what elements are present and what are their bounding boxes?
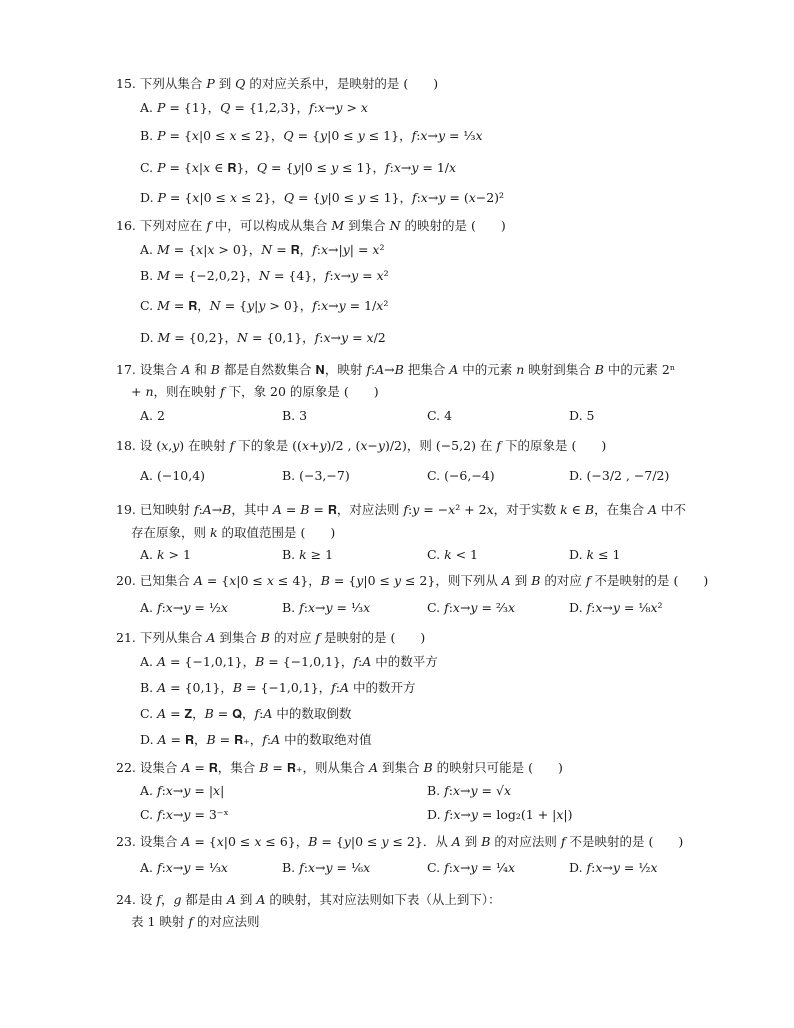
question-20-stem: 20. 已知集合 𝐴 = {𝑥|0 ≤ 𝑥 ≤ 4}，𝐵 = {𝑦|0 ≤ 𝑦 ≤ 2}，则下列从 𝐴 到 𝐵 的对应 𝑓 不是映射的是 ( ) [116, 573, 709, 588]
question-18-stem: 18. 设 (𝑥,𝑦) 在映射 𝑓 下的象是 ((𝑥+𝑦)/2 , (𝑥−𝑦)/2)，则 (−5,2) 在 𝑓 下的原象是 ( ) [116, 438, 607, 453]
question-21-stem: 21. 下列从集合 𝐴 到集合 𝐵 的对应 𝑓 是映射的是 ( ) [116, 630, 426, 645]
question-17-stem-line2: + 𝑛，则在映射 𝑓 下，象 20 的原象是 ( ) [131, 384, 379, 399]
question-19-stem-line2: 存在原象，则 𝑘 的取值范围是 ( ) [131, 525, 336, 540]
question-15-option-d: D. 𝑃 = {𝑥|0 ≤ 𝑥 ≤ 2}，𝑄 = {𝑦|0 ≤ 𝑦 ≤ 1}，𝑓:𝑥→𝑦 = (𝑥−2)² [140, 190, 505, 205]
question-22-option-b: B. 𝑓:𝑥→𝑦 = √𝑥 [427, 783, 511, 798]
question-19-stem-line1: 19. 已知映射 𝑓:𝐴→𝐵，其中 𝐴 = 𝐵 = 𝐑，对应法则 𝑓:𝑦 = −𝑥² + 2𝑥，对于实数 𝑘 ∈ 𝐵，在集合 𝐴 中不 [116, 502, 687, 517]
question-17-option-b: B. 3 [282, 408, 308, 423]
question-24-stem: 24. 设 𝑓，𝑔 都是由 𝐴 到 𝐴 的映射，其对应法则如下表（从上到下）： [116, 892, 501, 907]
question-17-option-d: D. 5 [569, 408, 595, 423]
question-18-option-d: D. (−3/2 , −7/2) [569, 468, 670, 483]
question-20-option-c: C. 𝑓:𝑥→𝑦 = ⅔𝑥 [427, 600, 516, 615]
question-17-stem-line1: 17. 设集合 𝐴 和 𝐵 都是自然数集合 𝐍，映射 𝑓:𝐴→𝐵 把集合 𝐴 中的元素 𝑛 映射到集合 𝐵 中的元素 2ⁿ [116, 362, 676, 377]
question-15-option-b: B. 𝑃 = {𝑥|0 ≤ 𝑥 ≤ 2}，𝑄 = {𝑦|0 ≤ 𝑦 ≤ 1}，𝑓:𝑥→𝑦 = ⅓𝑥 [140, 128, 483, 143]
question-22-option-a: A. 𝑓:𝑥→𝑦 = |𝑥| [140, 783, 225, 798]
question-16-option-b: B. 𝑀 = {−2,0,2}，𝑁 = {4}，𝑓:𝑥→𝑦 = 𝑥² [140, 268, 389, 283]
question-23-option-b: B. 𝑓:𝑥→𝑦 = ⅙𝑥 [282, 860, 371, 875]
table-1-caption: 表 1 映射 𝑓 的对应法则 [131, 914, 260, 929]
question-18-option-a: A. (−10,4) [140, 468, 206, 483]
question-18-option-c: C. (−6,−4) [427, 468, 495, 483]
question-16-stem: 16. 下列对应在 𝑓 中，可以构成从集合 𝑀 到集合 𝑁 的映射的是 ( ) [116, 218, 506, 233]
question-16-option-a: A. 𝑀 = {𝑥|𝑥 > 0}，𝑁 = 𝐑，𝑓:𝑥→|𝑦| = 𝑥² [140, 242, 385, 257]
question-23-option-d: D. 𝑓:𝑥→𝑦 = ½𝑥 [569, 860, 658, 875]
question-20-option-d: D. 𝑓:𝑥→𝑦 = ⅛𝑥² [569, 600, 663, 615]
question-18-option-b: B. (−3,−7) [282, 468, 350, 483]
question-16-option-d: D. 𝑀 = {0,2}，𝑁 = {0,1}，𝑓:𝑥→𝑦 = 𝑥/2 [140, 330, 386, 345]
question-15-option-c: C. 𝑃 = {𝑥|𝑥 ∈ 𝐑}，𝑄 = {𝑦|0 ≤ 𝑦 ≤ 1}，𝑓:𝑥→𝑦 = 1/𝑥 [140, 160, 457, 175]
question-21-option-b: B. 𝐴 = {0,1}，𝐵 = {−1,0,1}，𝑓:𝐴 中的数开方 [140, 680, 416, 695]
question-21-option-a: A. 𝐴 = {−1,0,1}，𝐵 = {−1,0,1}，𝑓:𝐴 中的数平方 [140, 654, 438, 669]
question-21-option-c: C. 𝐴 = 𝐙，𝐵 = 𝐐，𝑓:𝐴 中的数取倒数 [140, 706, 352, 721]
question-23-stem: 23. 设集合 𝐴 = {𝑥|0 ≤ 𝑥 ≤ 6}，𝐵 = {𝑦|0 ≤ 𝑦 ≤ 2}．从 𝐴 到 𝐵 的对应法则 𝑓 不是映射的是 ( ) [116, 834, 684, 849]
question-23-option-c: C. 𝑓:𝑥→𝑦 = ¼𝑥 [427, 860, 516, 875]
question-22-stem: 22. 设集合 𝐴 = 𝐑，集合 𝐵 = 𝐑₊，则从集合 𝐴 到集合 𝐵 的映射只可能是 ( ) [116, 760, 563, 775]
question-19-option-d: D. 𝑘 ≤ 1 [569, 547, 621, 562]
question-20-option-a: A. 𝑓:𝑥→𝑦 = ½𝑥 [140, 600, 228, 615]
question-15-option-a: A. 𝑃 = {1}，𝑄 = {1,2,3}，𝑓:𝑥→𝑦 > 𝑥 [140, 100, 368, 115]
question-16-option-c: C. 𝑀 = 𝐑，𝑁 = {𝑦|𝑦 > 0}，𝑓:𝑥→𝑦 = 1/𝑥² [140, 298, 389, 313]
question-17-option-c: C. 4 [427, 408, 453, 423]
question-22-option-d: D. 𝑓:𝑥→𝑦 = log₂(1 + |𝑥|) [427, 807, 573, 822]
question-21-option-d: D. 𝐴 = 𝐑，𝐵 = 𝐑₊，𝑓:𝐴 中的数取绝对值 [140, 732, 372, 747]
question-19-option-b: B. 𝑘 ≥ 1 [282, 547, 334, 562]
question-22-option-c: C. 𝑓:𝑥→𝑦 = 3⁻ˣ [140, 807, 229, 822]
question-19-option-a: A. 𝑘 > 1 [140, 547, 191, 562]
question-17-option-a: A. 2 [140, 408, 165, 423]
question-20-option-b: B. 𝑓:𝑥→𝑦 = ⅓𝑥 [282, 600, 371, 615]
question-15-stem: 15. 下列从集合 𝑃 到 𝑄 的对应关系中，是映射的是 ( ) [116, 76, 439, 91]
question-19-option-c: C. 𝑘 < 1 [427, 547, 479, 562]
question-23-option-a: A. 𝑓:𝑥→𝑦 = ⅓𝑥 [140, 860, 228, 875]
